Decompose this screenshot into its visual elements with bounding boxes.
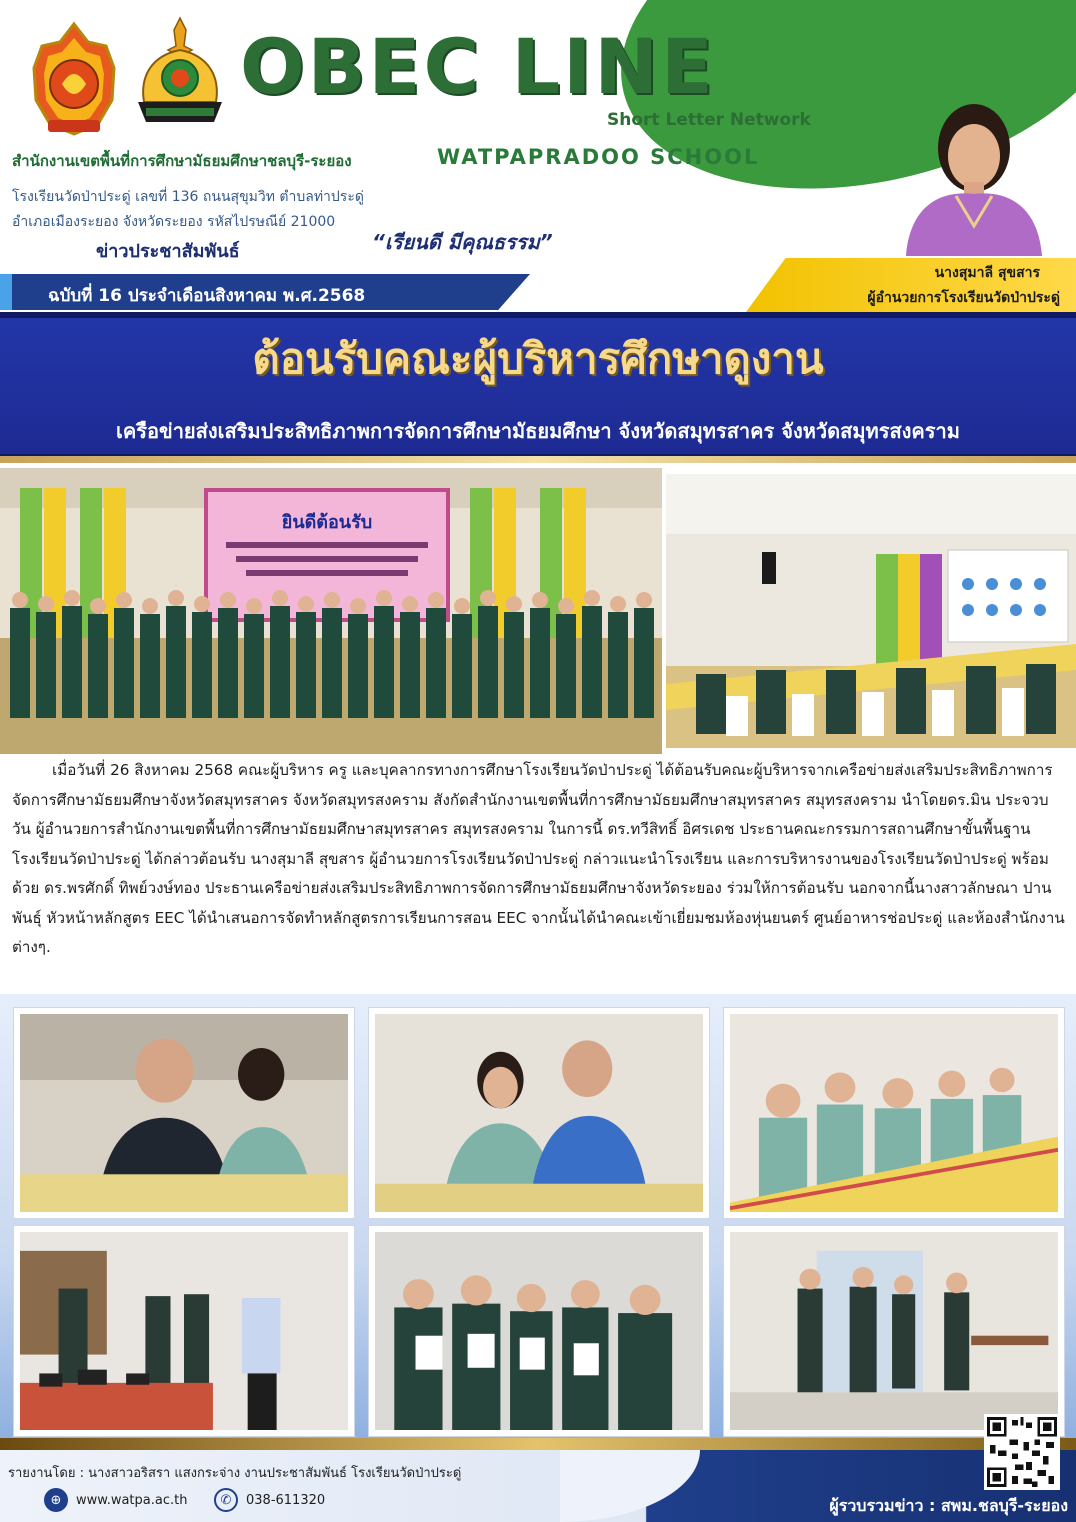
newsletter-subtitle: Short Letter Network [607,110,811,130]
news-compiler: ผู้รวบรวมข่าว : สพม.ชลบุรี-ระยอง [829,1496,1068,1515]
school-name-en: WATPAPRADOO SCHOOL [437,145,760,169]
address-line-1: โรงเรียนวัดป่าประดู่ เลขที่ 136 ถนนสุขุมวิท ตำบลท่าประดู่ [12,189,364,205]
website-link[interactable]: www.watpa.ac.th [76,1492,188,1508]
article-body: เมื่อวันที่ 26 สิงหาคม 2568 คณะผู้บริหาร ครู และบุคลากรทางการศึกษาโรงเรียนวัดป่าประดู่ ได้ต้อนรับคณะผู้บริหารจากเครือข่ายส่งเสริมประสิทธิภาพการจัดการศึกษามัธยมศึกษาจังหวัดสมุทรสาคร จังหวัดสมุทรสงคราม สังกัดสำนักงานเขตพื้นที่การศึกษามัธยมศึกษาสมุทรสาคร สมุทรสงคราม นำโดยดร.มิน ประจวบวัน ผู้อำนวยการสำนักงานเขตพื้นที่การศึกษามัธยมศึกษาสมุทรสาคร สมุทรสงคราม ในการนี้ ดร.ทวีสิทธิ์ อิศรเดช ประธานคณะกรรมการสถานศึกษาขั้นพื้นฐานโรงเรียนวัดป่าประดู่ ได้กล่าวต้อนรับ นางสุมาลี สุขสาร ผู้อำนวยการโรงเรียนวัดป่าประดู่ กล่าวแนะนำโรงเรียน และการบริหารงานของโรงเรียนวัดป่าประดู่ พร้อมด้วย ดร.พรศักดิ์ ทิพย์วงษ์ทอง ประธานเครือข่ายส่งเสริมประสิทธิภาพการจัดการศึกษามัธยมศึกษาจังหวัดระยอง ร่วมให้การต้อนรับ นอกจากนี้นางสาวลักษณา ปานพันธุ์ หัวหน้าหลักสูตร EEC ได้นำเสนอการจัดทำหลักสูตรการเรียนการสอน EEC จากนั้นได้นำคณะเข้าเยี่ยมชมห้องหุ่นยนตร์ ศูนย์อาหารช่อประดู่ และห้องสำนักงานต่างๆ. [12,761,1065,956]
photo-grid-6 [724,1226,1064,1436]
obec-emblem-logo [28,20,120,138]
school-motto: “เรียนดี มีคุณธรรม” [372,230,553,254]
photo-grid-2 [369,1008,709,1218]
issue-bar-accent [0,274,12,310]
phone-number[interactable]: 038-611320 [246,1492,326,1508]
issue-number: ฉบับที่ 16 ประจำเดือนสิงหาคม พ.ศ.2568 [48,286,366,306]
newsletter-title: OBEC LINE [240,22,716,111]
director-name: นางสุมาลี สุขสาร [934,265,1040,281]
banner-gold-rule [0,456,1076,463]
address-line-2: อำเภอเมืองระยอง จังหวัดระยอง รหัสไปรษณีย์ 21000 [12,214,336,230]
welcome-sign-text: ยินดีต้อนรับ [281,512,373,533]
office-name: สำนักงานเขตพื้นที่การศึกษามัธยมศึกษาชลบุรี-ระยอง [12,152,352,170]
photo-grid-5 [369,1226,709,1436]
globe-icon: ⊕ [44,1488,68,1512]
subheadline: เครือข่ายส่งเสริมประสิทธิภาพการจัดการศึกษามัธยมศึกษา จังหวัดสมุทรสาคร จังหวัดสมุทรสงคราม [116,419,960,443]
school-emblem-logo [132,16,228,138]
phone-icon: ✆ [214,1488,238,1512]
photo-grid-4 [14,1226,354,1436]
qr-code[interactable] [984,1414,1060,1490]
footer-gold-rule [0,1438,1076,1450]
director-title: ผู้อำนวยการโรงเรียนวัดป่าประดู่ [867,290,1060,306]
photo-grid-1 [14,1008,354,1218]
headline: ต้อนรับคณะผู้บริหารศึกษาดูงาน [252,334,824,383]
pr-label: ข่าวประชาสัมพันธ์ [96,241,240,262]
phone-contact[interactable] [214,1488,325,1512]
director-portrait [876,86,1072,256]
photo-meeting-hall [666,474,1076,748]
photo-group-welcome [0,468,662,754]
reporter-credit: รายงานโดย : นางสาวอริสรา แสงกระจ่าง งานประชาสัมพันธ์ โรงเรียนวัดป่าประดู่ [8,1466,462,1481]
website-contact[interactable] [44,1488,187,1512]
photo-grid-3 [724,1008,1064,1218]
school-address [12,185,432,235]
